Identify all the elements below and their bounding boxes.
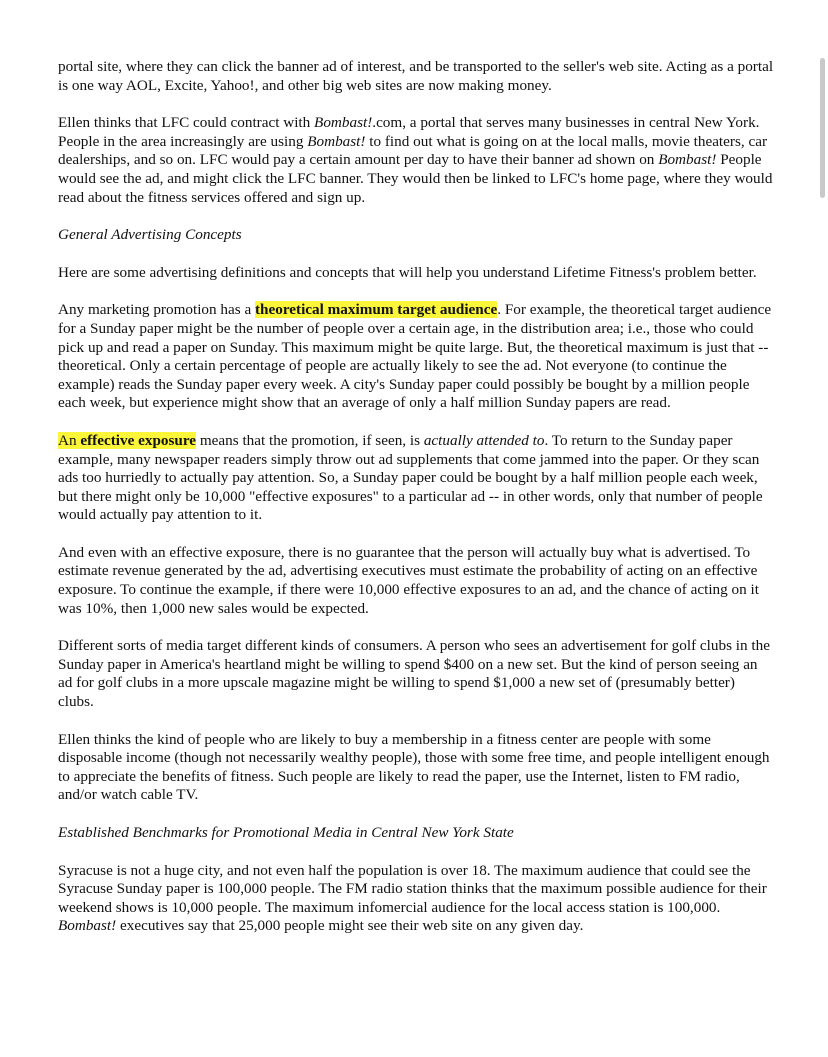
paragraph-text: Here are some advertising definitions and concepts that will help you understand Lifetime Fitness's problem better.: [58, 263, 757, 281]
paragraph-fitness-audience: [58, 731, 774, 805]
paragraph-portal: [58, 58, 774, 95]
section-heading-general-advertising: [58, 226, 774, 245]
paragraph-text: And even with an effective exposure, there is no guarantee that the person will actually buy what is advertised. To estimate revenue generated by the ad, advertising executives must estimate the probability of acting on an effective exposure. To continue the example, if there were 10,000 effective exposures to an ad, and the chance of acting on it was 10%, then 1,000 new sales would be expected.: [58, 543, 759, 617]
document-page: [58, 58, 774, 955]
bombast-name: Bombast!: [58, 917, 117, 935]
highlight-article: An: [58, 431, 81, 449]
section-heading-text: Established Benchmarks for Promotional Media in Central New York State: [58, 824, 514, 841]
paragraph-effective-exposure: [58, 432, 774, 525]
paragraph-text: executives say that 25,000 people might see their web site on any given day.: [116, 917, 584, 935]
paragraph-text: portal site, where they can click the banner ad of interest, and be transported to the seller's web site. Acting as a portal is one way AOL, Excite, Yahoo!, and other big web sites are now making money.: [58, 58, 774, 94]
bombast-name: Bombast!: [658, 151, 717, 169]
section-heading-benchmarks: [58, 824, 774, 843]
paragraph-definitions-intro: [58, 264, 774, 283]
bombast-name: Bombast!: [307, 132, 366, 150]
paragraph-text: Different sorts of media target different kinds of consumers. A person who sees an advertisement for golf clubs in the Sunday paper in America's heartland might be willing to spend $400 on a new set. But the kind of person seeing an ad for golf clubs in a more upscale magazine might be willing to spend $1,000 a new set of (presumably better) clubs.: [58, 637, 770, 711]
paragraph-text: . To return to the Sunday paper example, many newspaper readers simply throw out ad supplements that come jammed into the paper. Or they scan ads too hurriedly to actually pay attention. So, a Sunday paper could be bought by a half million people each week, but there might only be 10,000 "effective exposures" to a particular ad -- in other words, only that number of people would actually pay attention to it.: [58, 431, 763, 524]
paragraph-text: Any marketing promotion has a: [58, 301, 255, 319]
paragraph-probability: [58, 544, 774, 618]
paragraph-text: Ellen thinks the kind of people who are likely to buy a membership in a fitness center are people with some disposable income (though not necessarily wealthy people), those with some free time, and people intelligent enough to appreciate the benefits of fitness. Such people are likely to read the paper, use the Internet, listen to FM radio, and/or watch cable TV.: [58, 730, 770, 804]
paragraph-text: Ellen thinks that LFC could contract with: [58, 114, 315, 132]
paragraph-text: People would see the ad, and might click the LFC banner. They would then be linked to LFC's home page, where they would read about the fitness services offered and sign up.: [58, 151, 773, 206]
paragraph-text: .com, a portal that serves many businesses in central New York. People in the area increasingly are using: [58, 114, 760, 150]
paragraph-text: to find out what is going on at the local malls, movie theaters, car dealerships, and so on. LFC would pay a certain amount per day to have their banner ad shown on: [58, 132, 767, 169]
paragraph-text: . For example, the theoretical target audience for a Sunday paper might be the number of people over a certain age, in the distribution area; i.e., those who could pick up and read a paper on Sunday. This maximum might be quite large. But, the theoretical maximum is just that -- theoretical. Only a certain percentage of people are actually likely to see the ad. Not everyone (to continue the example) reads the Sunday paper every week. A city's Sunday paper could possibly be bought by a million people each week, but experience might show that an average of only a half million Sunday papers are read.: [58, 301, 772, 412]
paragraph-bombast: [58, 114, 774, 207]
paragraph-text: Syracuse is not a huge city, and not even half the population is over 18. The maximum audience that could see the Syracuse Sunday paper is 100,000 people. The FM radio station thinks that the maximum possible audience for their weekend shows is 10,000 people. The maximum infomercial audience for the local access station is 100,000.: [58, 861, 767, 916]
section-heading-text: General Advertising Concepts: [58, 226, 242, 244]
highlighted-term-theoretical-maximum: theoretical maximum target audience: [254, 301, 498, 319]
vertical-scrollbar[interactable]: [820, 58, 825, 198]
paragraph-theoretical-maximum: [58, 301, 774, 413]
emphasis-text: actually attended to: [423, 431, 545, 449]
paragraph-text: means that the promotion, if seen, is: [196, 431, 424, 449]
bombast-name: Bombast!: [314, 114, 373, 132]
paragraph-syracuse: [58, 862, 774, 936]
highlighted-term-effective-exposure: effective exposure: [80, 431, 197, 449]
paragraph-media-targets: [58, 637, 774, 711]
